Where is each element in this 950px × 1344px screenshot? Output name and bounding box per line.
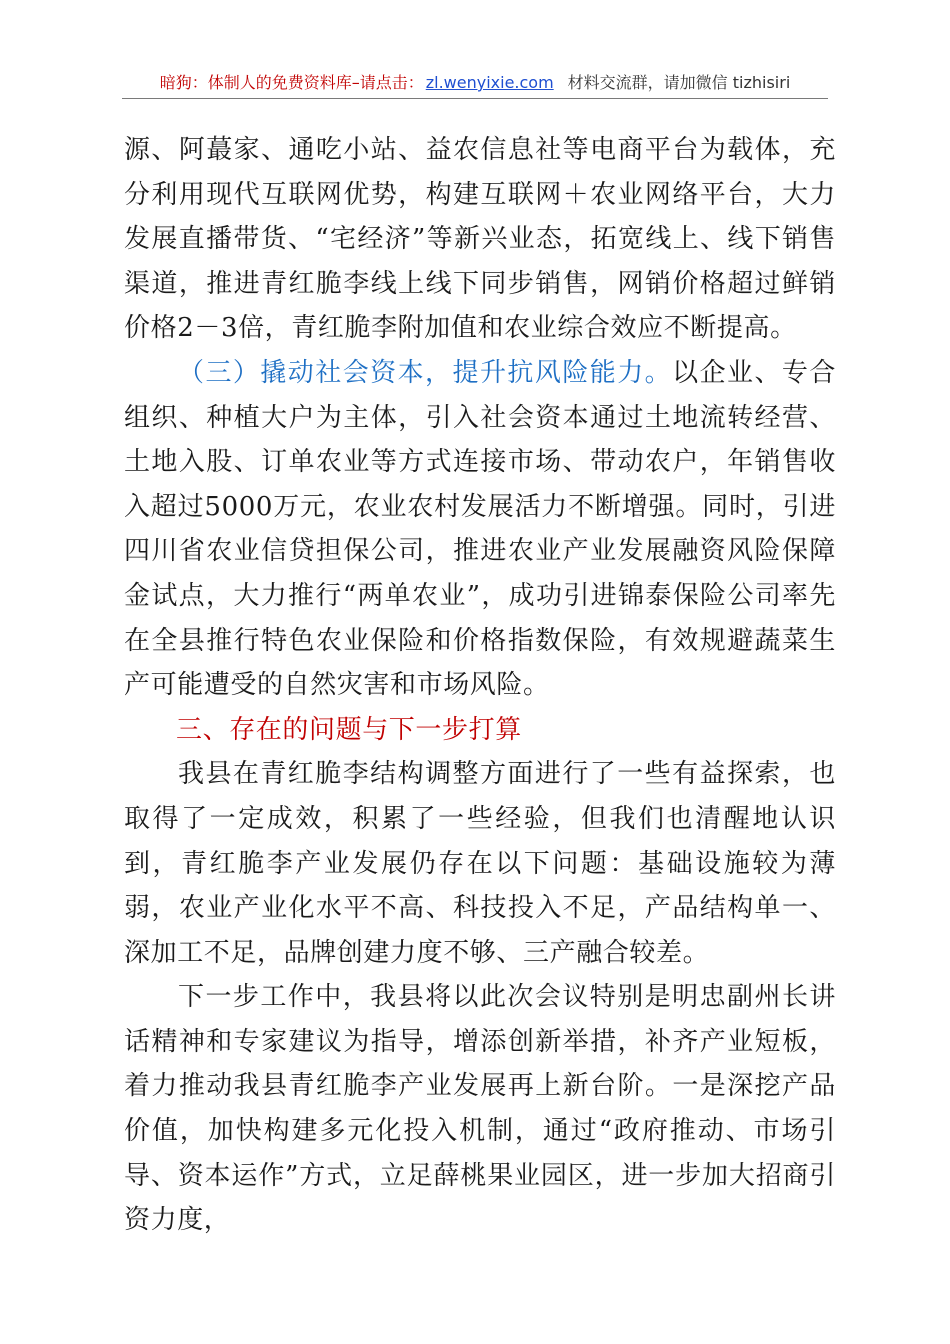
header-contact: 材料交流群，请加微信 tizhisiri xyxy=(567,73,791,92)
subsection-heading: （三）撬动社会资本，提升抗风险能力。 xyxy=(178,357,673,388)
header-link[interactable]: zl.wenyixie.com xyxy=(425,73,554,92)
page-header xyxy=(122,70,828,96)
header-divider xyxy=(122,98,828,99)
paragraph-2 xyxy=(124,351,836,708)
header-click-prompt: –请点击： xyxy=(351,73,424,92)
section-heading: 三、存在的问题与下一步打算 xyxy=(176,714,522,745)
header-site-name: 暗狗：体制人的免费资料库 xyxy=(159,73,352,92)
document-body xyxy=(124,128,836,1243)
paragraph-1: 源、阿蕞家、通吃小站、益农信息社等电商平台为载体，充分利用现代互联网优势，构建互联网＋农业网络平台，大力发展直播带货、“宅经济”等新兴业态，拓宽线上、线下销售渠道，推进青红脆李线上线下同步销售，网销价格超过鲜销价格2－3倍，青红脆李附加值和农业综合效应不断提高。 xyxy=(124,135,836,344)
paragraph-3: 我县在青红脆李结构调整方面进行了一些有益探索，也取得了一定成效，积累了一些经验，但我们也清醒地认识到，青红脆李产业发展仍存在以下问题：基础设施较为薄弱，农业产业化水平不高、科技投入不足，产品结构单一、深加工不足，品牌创建力度不够、三产融合较差。 xyxy=(124,759,836,968)
paragraph-4: 下一步工作中，我县将以此次会议特别是明忠副州长讲话精神和专家建议为指导，增添创新举措，补齐产业短板，着力推动我县青红脆李产业发展再上新台阶。一是深挖产品价值，加快构建多元化投入机制，通过“政府推动、市场引导、资本运作”方式，立足薛桃果业园区，进一步加大招商引资力度， xyxy=(124,982,836,1236)
paragraph-2-body: 以企业、专合组织、种植大户为主体，引入社会资本通过土地流转经营、土地入股、订单农业等方式连接市场、带动农户，年销售收入超过5000万元，农业农村发展活力不断增强。同时，引进四川省农业信贷担保公司，推进农业产业发展融资风险保障金试点，大力推行“两单农业”，成功引进锦泰保险公司率先在全县推行特色农业保险和价格指数保险，有效规避蔬菜生产可能遭受的自然灾害和市场风险。 xyxy=(124,357,836,701)
